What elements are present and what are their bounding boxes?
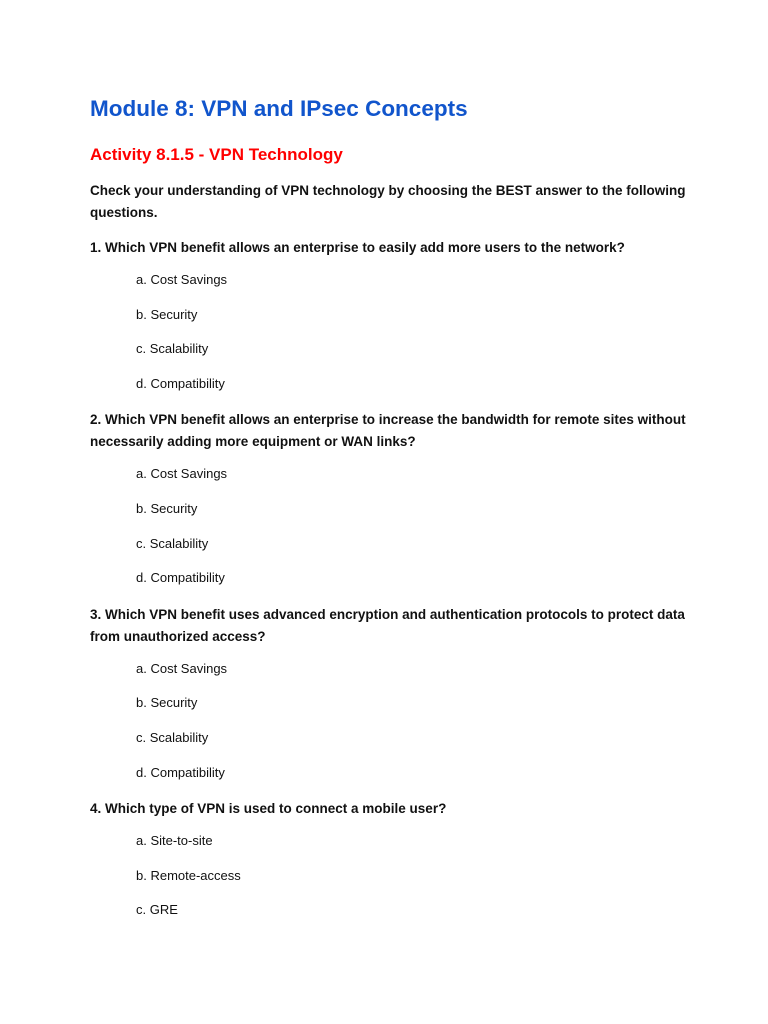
question-text: 2. Which VPN benefit allows an enterprise to increase the bandwidth for remote sites without necessarily adding more equipment or WAN links? xyxy=(90,412,686,450)
answer-options xyxy=(90,660,690,782)
answer-option: b. Security xyxy=(136,306,198,322)
answer-option: a. Site-to-site xyxy=(136,833,213,849)
answer-option: b. Remote-access xyxy=(136,867,241,883)
answer-options xyxy=(90,832,690,919)
answer-option: b. Security xyxy=(136,695,198,711)
answer-option: a. Cost Savings xyxy=(136,466,228,482)
page-title: Module 8: VPN and IPsec Concepts xyxy=(90,96,468,121)
question-text: 3. Which VPN benefit uses advanced encryption and authentication protocols to protect data from unauthorized access? xyxy=(90,606,685,644)
answer-option: d. Compatibility xyxy=(136,375,225,391)
answer-option: c. Scalability xyxy=(136,535,209,551)
answer-options xyxy=(90,271,690,393)
answer-option: d. Compatibility xyxy=(136,570,225,586)
document-page xyxy=(90,94,690,936)
answer-option: c. GRE xyxy=(136,902,178,918)
question-1 xyxy=(90,237,690,393)
question-2 xyxy=(90,409,690,587)
answer-option: a. Cost Savings xyxy=(136,660,228,676)
intro-text: Check your understanding of VPN technology by choosing the BEST answer to the following questions. xyxy=(90,183,686,220)
question-text: 4. Which type of VPN is used to connect a mobile user? xyxy=(90,801,447,817)
answer-option: a. Cost Savings xyxy=(136,272,228,287)
answer-option: c. Scalability xyxy=(136,729,209,745)
answer-option: b. Security xyxy=(136,500,198,516)
activity-heading: Activity 8.1.5 - VPN Technology xyxy=(90,145,343,164)
answer-option: c. Scalability xyxy=(136,341,209,357)
question-text: 1. Which VPN benefit allows an enterprise to easily add more users to the network? xyxy=(90,240,625,255)
answer-options xyxy=(90,465,690,587)
answer-option: d. Compatibility xyxy=(136,764,225,780)
question-3 xyxy=(90,604,690,782)
question-4 xyxy=(90,798,690,919)
